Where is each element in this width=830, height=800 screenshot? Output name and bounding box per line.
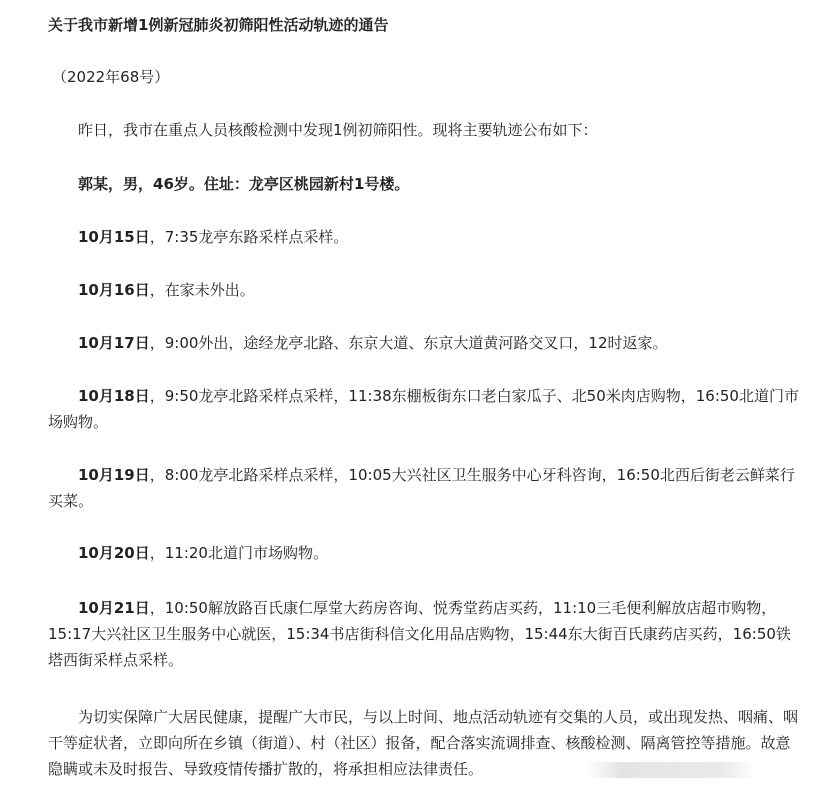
entry-text: ，8:00龙亭北路采样点采样，10:05大兴社区卫生服务中心牙科咨询，16:50北西后街老云鲜菜行买菜。 (48, 466, 795, 510)
entry-oct20 (48, 540, 800, 566)
entry-oct17 (48, 330, 800, 356)
closing-paragraph: 为切实保障广大居民健康，提醒广大市民，与以上时间、地点活动轨迹有交集的人员，或出现发热、咽痛、咽干等症状者，立即向所在乡镇（街道）、村（社区）报备，配合落实流调排查、核酸检测、隔离管控等措施。故意隐瞒或未及时报告、导致疫情传播扩散的，将承担相应法律责任。 (48, 708, 799, 778)
watermark (586, 762, 756, 778)
notice-title: 关于我市新增1例新冠肺炎初筛阳性活动轨迹的通告 (48, 16, 389, 34)
entry-date: 10月18日 (78, 387, 150, 405)
entry-text: ，9:00外出，途经龙亭北路、东京大道、东京大道黄河路交叉口，12时返家。 (149, 334, 668, 352)
entry-oct19 (48, 462, 800, 514)
entry-text: ，7:35龙亭东路采样点采样。 (149, 228, 349, 246)
person-info: 郭某，男，46岁。住址：龙亭区桃园新村1号楼。 (78, 175, 410, 193)
entry-text: ，10:50解放路百氏康仁厚堂大药房咨询、悦秀堂药店买药，11:10三毛便利解放店超市购物，15:17大兴社区卫生服务中心就医，15:34书店街科信文化用品店购物，15:44东大街百氏康药店买药，16:50铁塔西街采样点采样。 (48, 599, 791, 669)
entry-text: ，11:20北道门市场购物。 (149, 544, 328, 562)
intro-paragraph: 昨日，我市在重点人员核酸检测中发现1例初筛阳性。现将主要轨迹公布如下： (78, 121, 598, 139)
entry-date: 10月17日 (78, 334, 150, 352)
entry-date: 10月21日 (78, 599, 150, 617)
entry-date: 10月15日 (78, 228, 150, 246)
entry-date: 10月19日 (78, 466, 150, 484)
entry-oct15 (48, 224, 800, 250)
entry-text: ，在家未外出。 (149, 281, 255, 299)
entry-oct16 (48, 277, 800, 303)
entry-date: 10月16日 (78, 281, 150, 299)
entry-oct18 (48, 383, 800, 435)
document-number: （2022年68号） (52, 68, 170, 86)
entry-text: ，9:50龙亭北路采样点采样，11:38东棚板街东口老白家瓜子、北50米肉店购物，16:50北道门市场购物。 (48, 387, 799, 431)
entry-oct21 (48, 595, 800, 673)
entry-date: 10月20日 (78, 544, 150, 562)
